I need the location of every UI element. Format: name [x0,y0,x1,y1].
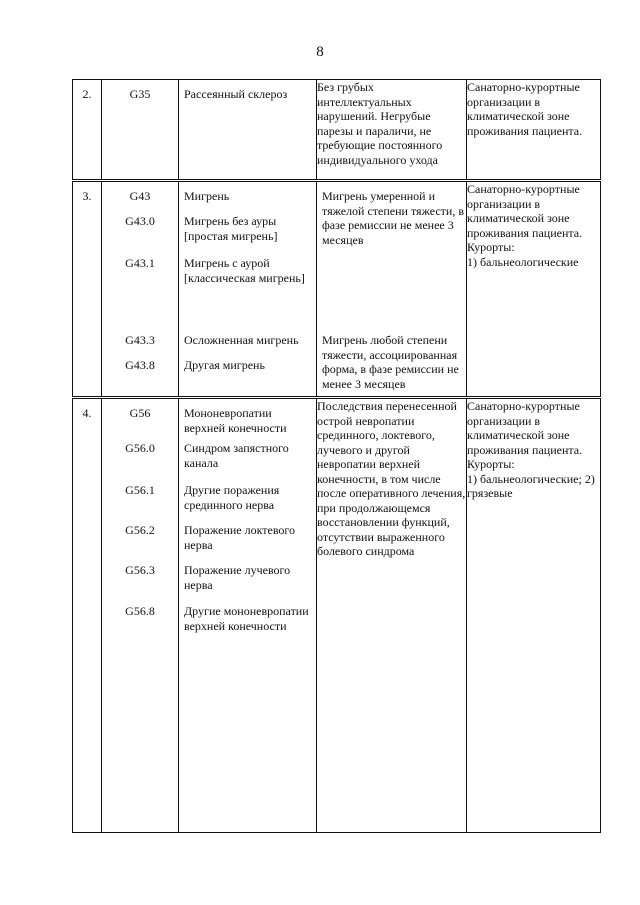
condition-cell [317,181,467,398]
resorts-list: 1) бальнеологические [467,254,579,269]
condition-cell: Без грубых интеллектуальных нарушений. Негрубые парезы и параличи, не требующие постоянного индивидуального ухода [317,80,467,181]
condition-cell: Последствия перенесенной острой невропатии срединного, локтевого, лучевого и другой невропатии верхней конечности, в том числе после оперативного лечения, при продолжающемся восстановлении функций, отсутствии выраженного болевого синдрома [317,398,467,833]
treatment-table [72,79,601,833]
page-number: 8 [316,44,324,60]
diagnosis-name: Другие поражения срединного нерва [184,483,280,512]
recommendation-text: Санаторно-курортные организации в климатической зоне проживания пациента. [467,80,583,138]
table-row [73,181,601,398]
diagnosis-name: Рассеянный склероз [184,87,288,101]
diagnosis-cell [179,80,317,181]
resorts-list: 1) бальнеологические; 2) грязевые [467,471,595,500]
diagnosis-name: Осложненная мигрень [184,333,299,347]
code-cell [102,181,179,398]
condition-text: Мигрень умеренной и тяжелой степени тяжести, в фазе ремиссии не менее 3 месяцев [322,189,464,247]
recommendation-text: Санаторно-курортные организации в климатической зоне проживания пациента. [467,182,583,240]
diagnosis-cell [179,398,317,833]
diagnosis-name: Мигрень с аурой [классическая мигрень] [184,256,305,285]
icd-code: G56.0 [125,441,155,455]
diagnosis-name: Другие мононевропатии верхней конечности [184,604,309,633]
row-number: 2. [73,80,102,181]
icd-code: G35 [129,87,151,101]
code-cell [102,80,179,181]
diagnosis-name: Другая мигрень [184,358,265,372]
table-row [73,398,601,833]
code-cell [102,398,179,833]
icd-code: G43.8 [125,358,155,372]
recommendation-cell [467,80,601,181]
icd-code: G56.2 [125,523,155,537]
diagnosis-name: Синдром запястного канала [184,441,289,470]
icd-code: G43.3 [125,333,155,347]
icd-code: G56.8 [125,604,155,618]
recommendation-cell [467,398,601,833]
icd-code: G43.1 [125,256,155,270]
recommendation-text: Санаторно-курортные организации в климатической зоне проживания пациента. [467,399,583,457]
diagnosis-name: Мигрень без ауры [простая мигрень] [184,214,278,243]
row-number: 4. [73,398,102,833]
diagnosis-name: Мононевропатии верхней конечности [184,406,287,435]
icd-code: G56 [129,406,151,420]
resorts-title: Курорты: [467,457,515,471]
diagnosis-name: Поражение лучевого нерва [184,563,291,592]
condition-text: Мигрень любой степени тяжести, ассоциированная форма, в фазе ремиссии не менее 3 месяцев [322,333,459,391]
icd-code: G56.3 [125,563,155,577]
icd-code: G43.0 [125,214,155,228]
icd-code: G43 [129,189,151,203]
table-row [73,80,601,181]
icd-code: G56.1 [125,483,155,497]
row-number: 3. [73,181,102,398]
recommendation-cell [467,181,601,398]
resorts-title: Курорты: [467,240,515,254]
diagnosis-cell [179,181,317,398]
diagnosis-name: Мигрень [184,189,230,203]
diagnosis-name: Поражение локтевого нерва [184,523,296,552]
